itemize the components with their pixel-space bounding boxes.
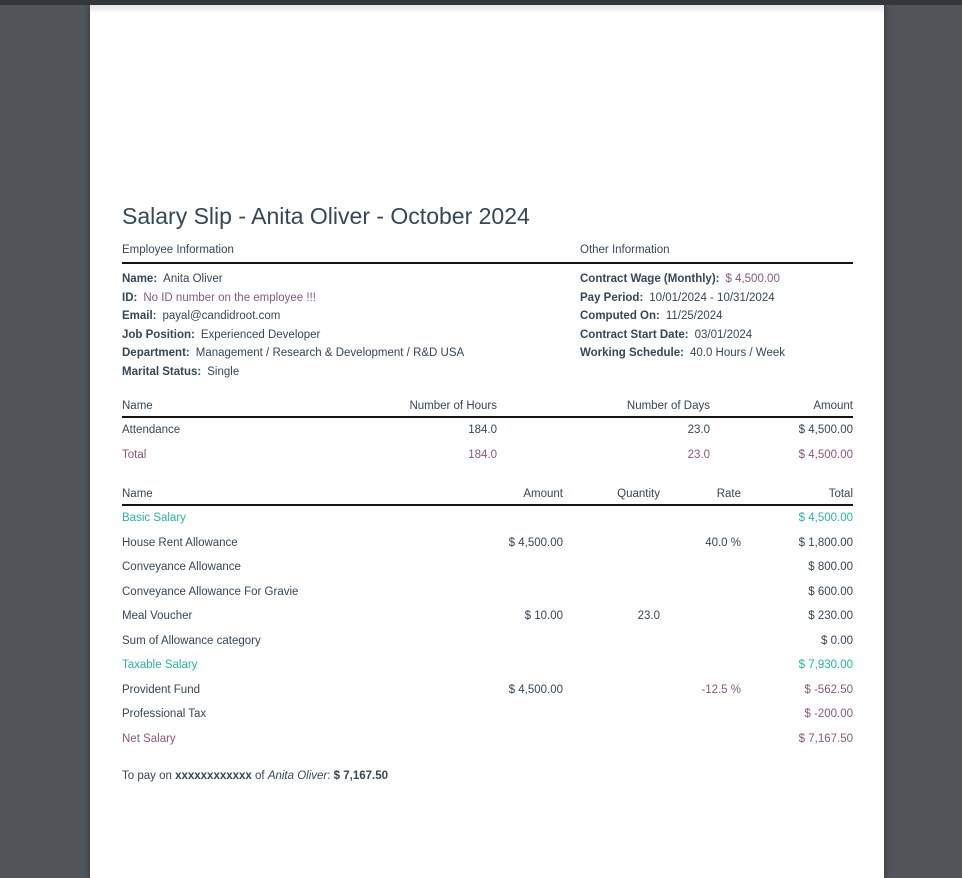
table-row bbox=[122, 678, 853, 703]
table-cell bbox=[563, 702, 660, 727]
table-cell: Basic Salary bbox=[122, 512, 186, 524]
table-cell: $ 4,500.00 bbox=[798, 512, 853, 524]
column-header: Name bbox=[122, 488, 153, 500]
table-cell: Net Salary bbox=[122, 732, 176, 745]
table-cell: 23.0 bbox=[687, 449, 710, 461]
table-cell: Professional Tax bbox=[122, 708, 207, 720]
field-label: Department: bbox=[122, 347, 190, 360]
table-cell: Meal Voucher bbox=[122, 610, 193, 622]
info-field bbox=[122, 270, 580, 289]
table-row bbox=[122, 604, 853, 629]
table-cell: $ -562.50 bbox=[804, 683, 853, 696]
info-section bbox=[122, 244, 853, 382]
table-cell: Provident Fund bbox=[122, 683, 200, 696]
field-label: Working Schedule: bbox=[580, 347, 684, 360]
table-cell: $ 4,500.00 bbox=[508, 536, 563, 549]
page-title: Salary Slip - Anita Oliver - October 2024 bbox=[122, 203, 530, 229]
table-cell: $ 1,800.00 bbox=[798, 536, 853, 549]
table-cell bbox=[660, 506, 741, 531]
table-row bbox=[122, 727, 853, 752]
field-value: $ 4,500.00 bbox=[725, 273, 780, 285]
table-cell: Total bbox=[122, 449, 147, 461]
employee-info-fields bbox=[122, 270, 580, 382]
table-row bbox=[122, 506, 853, 531]
worked-days-header-row bbox=[122, 396, 853, 418]
table-cell: Conveyance Allowance bbox=[122, 561, 241, 573]
field-value: Experienced Developer bbox=[200, 328, 321, 341]
salary-lines-table bbox=[122, 484, 853, 751]
table-cell bbox=[372, 506, 563, 531]
pay-prefix: To pay on bbox=[122, 770, 176, 782]
info-field bbox=[580, 289, 853, 308]
column-header: Name bbox=[122, 400, 153, 412]
info-field bbox=[580, 344, 853, 363]
field-value: 03/01/2024 bbox=[694, 328, 753, 341]
table-cell: 184.0 bbox=[468, 424, 497, 436]
info-field bbox=[122, 289, 580, 308]
employee-info-heading: Employee Information bbox=[122, 244, 234, 256]
table-row bbox=[122, 531, 853, 556]
table-cell bbox=[563, 629, 660, 654]
table-cell: Attendance bbox=[122, 424, 181, 436]
pay-account-masked: xxxxxxxxxxxx bbox=[175, 770, 252, 782]
field-value: 10/01/2024 - 10/31/2024 bbox=[649, 291, 775, 304]
info-field bbox=[580, 270, 853, 289]
column-header: Total bbox=[828, 488, 853, 500]
table-row bbox=[122, 629, 853, 654]
salary-lines-header-row bbox=[122, 484, 853, 506]
table-cell bbox=[563, 555, 660, 580]
field-label: Marital Status: bbox=[122, 365, 202, 378]
column-header: Amount bbox=[523, 488, 563, 500]
worked-days-body bbox=[122, 418, 853, 468]
column-header: Rate bbox=[716, 488, 741, 500]
table-cell: $ 4,500.00 bbox=[508, 683, 563, 696]
table-cell bbox=[660, 629, 741, 654]
table-cell: $ -200.00 bbox=[804, 708, 853, 720]
table-cell: $ 10.00 bbox=[524, 610, 563, 622]
table-cell bbox=[372, 580, 563, 605]
table-cell bbox=[372, 702, 563, 727]
table-cell bbox=[660, 702, 741, 727]
table-cell bbox=[660, 727, 741, 752]
table-row bbox=[122, 702, 853, 727]
field-label: Email: bbox=[122, 310, 157, 323]
table-cell: $ 800.00 bbox=[808, 561, 853, 573]
pay-separator: : bbox=[327, 770, 334, 782]
table-cell bbox=[660, 580, 741, 605]
table-cell: $ 7,167.50 bbox=[798, 732, 853, 745]
table-cell: $ 4,500.00 bbox=[798, 449, 853, 461]
column-header: Quantity bbox=[617, 488, 660, 500]
pay-amount: $ 7,167.50 bbox=[333, 770, 388, 782]
table-cell: $ 0.00 bbox=[821, 634, 853, 647]
pay-employee-name: Anita Oliver bbox=[267, 770, 328, 782]
table-cell: Taxable Salary bbox=[122, 659, 198, 671]
table-cell: $ 230.00 bbox=[808, 610, 853, 622]
table-cell: $ 600.00 bbox=[808, 585, 853, 598]
table-cell: 184.0 bbox=[468, 449, 497, 461]
table-cell: $ 4,500.00 bbox=[798, 424, 853, 436]
table-cell: -12.5 % bbox=[701, 683, 741, 696]
table-row bbox=[122, 653, 853, 678]
field-value: payal@candidroot.com bbox=[162, 310, 281, 323]
column-header: Number of Days bbox=[626, 400, 710, 412]
field-label: Contract Start Date: bbox=[580, 328, 689, 341]
table-cell bbox=[660, 604, 741, 629]
field-label: Pay Period: bbox=[580, 291, 644, 304]
table-cell bbox=[372, 653, 563, 678]
field-value: Management / Research & Development / R&D USA bbox=[195, 347, 465, 360]
table-cell: 23.0 bbox=[637, 610, 660, 622]
field-value: 11/25/2024 bbox=[665, 310, 723, 323]
table-row bbox=[122, 443, 853, 468]
pay-middle: of bbox=[251, 770, 268, 782]
info-field bbox=[122, 363, 580, 382]
table-row bbox=[122, 555, 853, 580]
table-cell bbox=[660, 555, 741, 580]
table-cell bbox=[563, 506, 660, 531]
field-label: Name: bbox=[122, 273, 158, 285]
table-cell: Sum of Allowance category bbox=[122, 634, 261, 647]
table-cell bbox=[563, 653, 660, 678]
table-cell bbox=[563, 727, 660, 752]
field-label: Computed On: bbox=[580, 310, 660, 323]
other-info-heading: Other Information bbox=[580, 244, 670, 256]
table-row bbox=[122, 580, 853, 605]
salary-slip-page bbox=[90, 5, 884, 878]
table-cell bbox=[563, 678, 660, 703]
field-value: Anita Oliver bbox=[163, 273, 223, 285]
column-header: Number of Hours bbox=[409, 400, 497, 412]
field-label: Job Position: bbox=[122, 328, 195, 341]
table-cell: Conveyance Allowance For Gravie bbox=[122, 585, 299, 598]
table-cell bbox=[372, 555, 563, 580]
pay-summary-line bbox=[122, 768, 853, 784]
table-cell: House Rent Allowance bbox=[122, 536, 238, 549]
field-value: 40.0 Hours / Week bbox=[689, 347, 785, 360]
worked-days-table bbox=[122, 396, 853, 468]
table-cell: 23.0 bbox=[687, 424, 710, 436]
info-field bbox=[122, 307, 580, 326]
info-field bbox=[580, 326, 853, 345]
column-header: Amount bbox=[813, 400, 853, 412]
other-info-fields bbox=[580, 270, 853, 382]
table-cell bbox=[563, 531, 660, 556]
table-cell bbox=[563, 580, 660, 605]
info-field bbox=[122, 344, 580, 363]
field-value: No ID number on the employee !!! bbox=[143, 291, 316, 304]
table-cell bbox=[660, 653, 741, 678]
table-cell bbox=[372, 629, 563, 654]
field-value: Single bbox=[207, 365, 240, 378]
salary-lines-body bbox=[122, 506, 853, 751]
field-label: Contract Wage (Monthly): bbox=[580, 273, 720, 285]
field-label: ID: bbox=[122, 291, 138, 304]
info-field bbox=[580, 307, 853, 326]
table-row bbox=[122, 418, 853, 443]
info-section-headings bbox=[122, 244, 853, 264]
table-cell: $ 7,930.00 bbox=[798, 659, 853, 671]
viewer-top-bar bbox=[0, 0, 962, 5]
table-cell bbox=[372, 727, 563, 752]
info-field bbox=[122, 326, 580, 345]
table-cell: 40.0 % bbox=[705, 536, 741, 549]
